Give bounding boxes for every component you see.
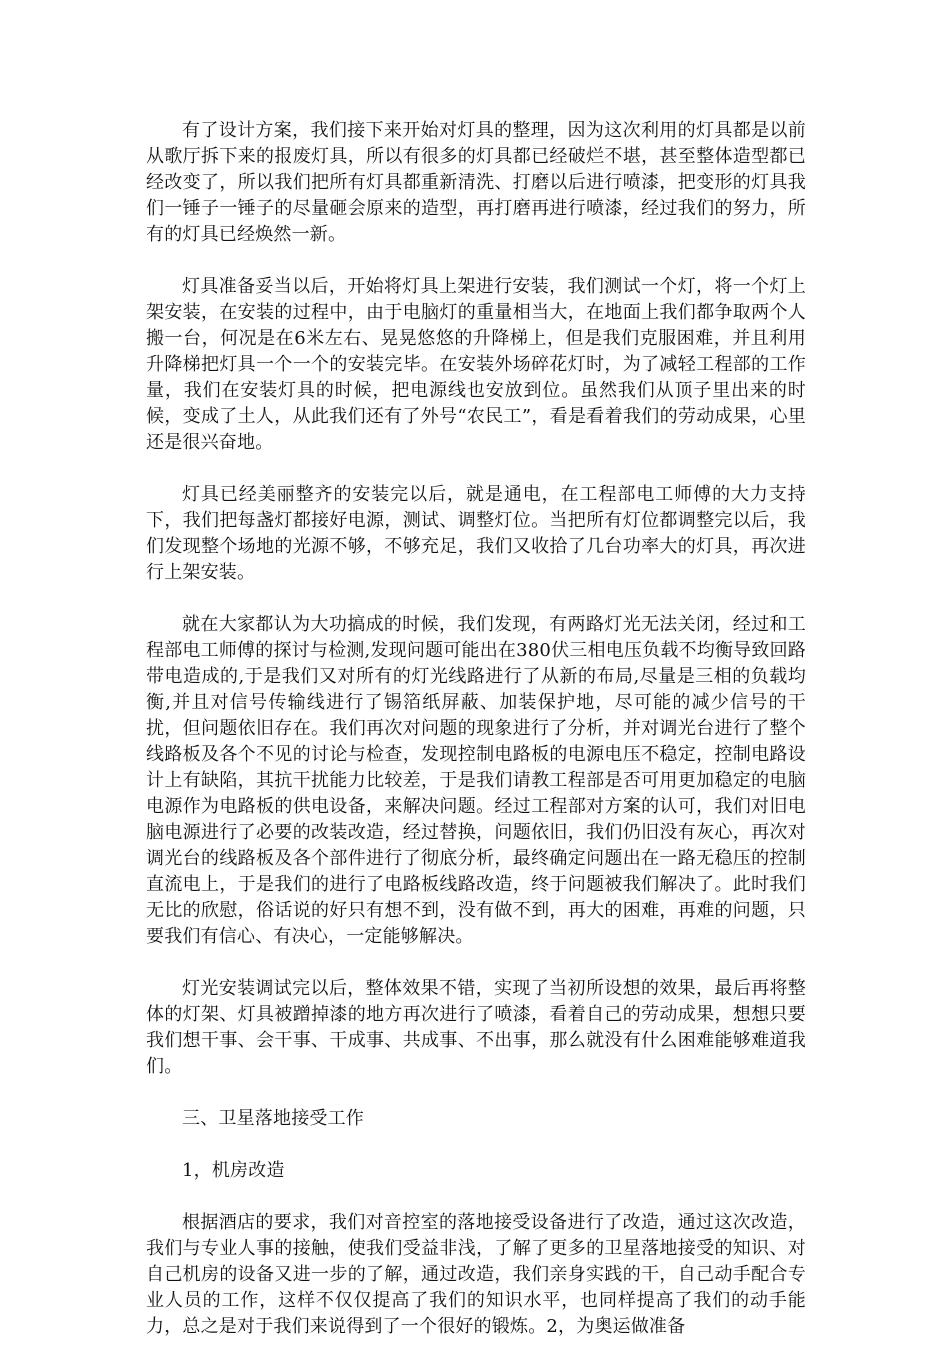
paragraph-final-painting: 灯光安装调试完以后，整体效果不错，实现了当初所设想的效果，最后再将整体的灯架、灯具被蹭掉漆的地方再次进行了喷漆，看着自己的劳动成果，想想只要我们想干事、会干事、干成事、共成事、不出事，那么就没有什么困难能够难道我们。 [146,978,806,1077]
paragraph-troubleshooting: 就在大家都认为大功搞成的时候，我们发现，有两路灯光无法关闭，经过和工程部电工师傅的探讨与检测,发现问题可能出在380伏三相电压负载不均衡导致回路带电造成的,于是我们又对所有的灯光线路进行了从新的布局,尽量是三相的负载均衡,并且对信号传输线进行了锡箔纸屏蔽、加装保护地，尽可能的减少信号的干扰，但问题依旧存在。我们再次对问题的现象进行了分析，并对调光台进行了整个线路板及各个不见的讨论与检查，发现控制电路板的电源电压不稳定，控制电路设计上有缺陷，其抗干扰能力比较差，于是我们请教工程部是否可用更加稳定的电脑电源作为电路板的供电设备，来解决问题。经过工程部对方案的认可，我们对旧电脑电源进行了必要的改装改造，经过替换，问题依旧，我们仍旧没有灰心，再次对调光台的线路板及各个部件进行了彻底分析，最终确定问题出在一路无稳压的控制直流电上，于是我们的进行了电路板线路改造，终于问题被我们解决了。此时我们无比的欣慰，俗话说的好只有想不到，没有做不到，再大的困难，再难的问题，只要我们有信心、有决心，一定能够解决。 [146,614,806,947]
paragraph-room-renovation: 根据酒店的要求，我们对音控室的落地接受设备进行了改造，通过这次改造，我们与专业人事的接触，使我们受益非浅，了解了更多的卫星落地接受的知识、对自己机房的设备又进一步的了解，通过改造，我们亲身实践的干，自己动手配合专业人员的工作，这样不仅仅提高了我们的知识水平，也同样提高了我们的动手能力，总之是对于我们来说得到了一个很好的锻炼。2，为奥运做准备 [146,1212,806,1337]
section-heading: 三、卫星落地接受工作 [182,1108,364,1129]
paragraph-lamp-refurbishing: 有了设计方案，我们接下来开始对灯具的整理，因为这次利用的灯具都是以前从歌厅拆下来的报废灯具，所以有很多的灯具都已经破烂不堪，甚至整体造型都已经改变了，所以我们把所有灯具都重新清洗、打磨以后进行喷漆，把变形的灯具我们一锤子一锤子的尽量砸会原来的造型，再打磨再进行喷漆，经过我们的努力，所有的灯具已经焕然一新。 [146,120,806,245]
document-body [146,118,806,1366]
sub-heading: 1，机房改造 [182,1160,285,1181]
paragraph-lamp-installation: 灯具准备妥当以后，开始将灯具上架进行安装，我们测试一个灯，将一个灯上架安装，在安装的过程中，由于电脑灯的重量相当大，在地面上我们都争取两个人搬一台，何况是在6米左右、晃晃悠悠的升降梯上，但是我们克服困难，并且利用升降梯把灯具一个一个的安装完毕。在安装外场碎花灯时，为了减轻工程部的工作量，我们在安装灯具的时候，把电源线也安放到位。虽然我们从顶子里出来的时候，变成了土人，从此我们还有了外号“农民工”，看是看着我们的劳动成果，心里还是很兴奋地。 [146,276,806,453]
paragraph-power-connection: 灯具已经美丽整齐的安装完以后，就是通电，在工程部电工师傅的大力支持下，我们把每盏灯都接好电源，测试、调整灯位。当把所有灯位都调整完以后，我们发现整个场地的光源不够，不够充足，我们又收拾了几台功率大的灯具，再次进行上架安装。 [146,484,806,583]
